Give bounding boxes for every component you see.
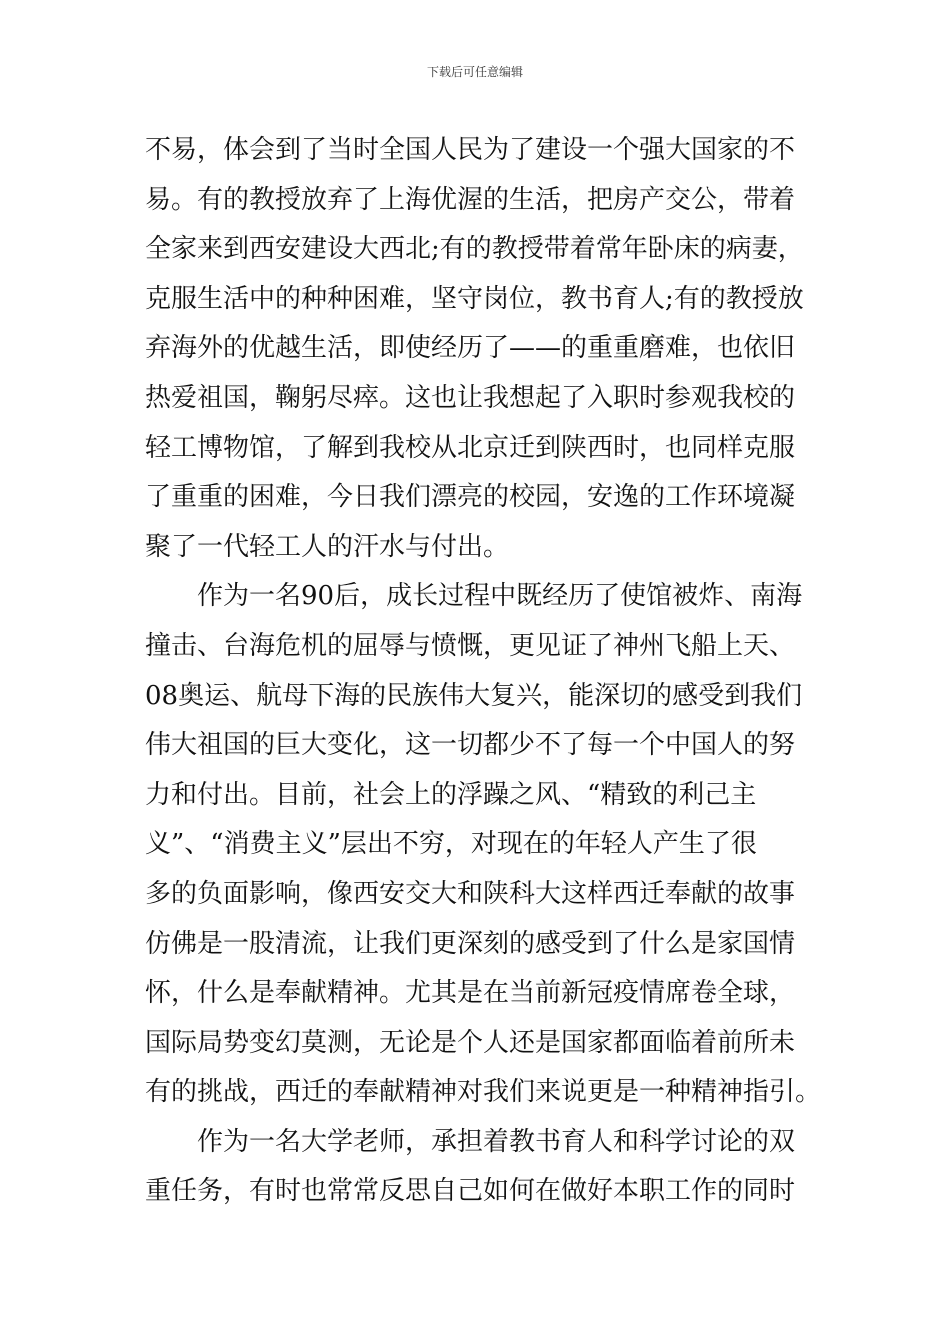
text-line: 国际局势变幻莫测，无论是个人还是国家都面临着前所未: [145, 1027, 796, 1058]
text-line: 全家来到西安建设大西北;有的教授带着常年卧床的病妻，: [145, 234, 804, 265]
text-line: 易。有的教授放弃了上海优渥的生活，把房产交公，带着: [145, 184, 796, 215]
text-line: 弃海外的优越生活，即使经历了——的重重磨难，也依旧: [145, 333, 796, 364]
text-line: 克服生活中的种种困难，坚守岗位，教书育人;有的教授放: [145, 283, 804, 314]
text-line: 08奥运、航母下海的民族伟大复兴，能深切的感受到我们: [145, 680, 803, 711]
text-line: 热爱祖国，鞠躬尽瘁。这也让我想起了入职时参观我校的: [145, 382, 796, 413]
text-line: 仿佛是一股清流，让我们更深刻的感受到了什么是家国情: [145, 928, 796, 959]
text-line: 聚了一代轻工人的汗水与付出。: [145, 531, 510, 562]
page-header: 下载后可任意编辑: [426, 65, 523, 79]
text-line: 怀，什么是奉献精神。尤其是在当前新冠疫情席卷全球，: [145, 978, 796, 1009]
text-line: 重任务，有时也常常反思自己如何在做好本职工作的同时: [145, 1176, 796, 1207]
text-line: 力和付出。目前，社会上的浮躁之风、“精致的利己主: [145, 779, 757, 810]
text-line: 义”、“消费主义”层出不穷，对现在的年轻人产生了很: [145, 829, 757, 860]
paragraph-start-line: 作为一名90后，成长过程中既经历了使馆被炸、南海: [197, 581, 803, 612]
paragraph-start-line: 作为一名大学老师，承担着教书育人和科学讨论的双: [197, 1126, 796, 1157]
text-line: 不易，体会到了当时全国人民为了建设一个强大国家的不: [145, 135, 796, 165]
text-line: 轻工博物馆，了解到我校从北京迁到陕西时，也同样克服: [145, 432, 796, 463]
text-line: 撞击、台海危机的屈辱与愤慨，更见证了神州飞船上天、: [145, 630, 796, 661]
text-line: 多的负面影响，像西安交大和陕科大这样西迁奉献的故事: [145, 878, 796, 909]
text-line: 伟大祖国的巨大变化，这一切都少不了每一个中国人的努: [145, 730, 796, 761]
text-line: 了重重的困难，今日我们漂亮的校园，安逸的工作环境凝: [145, 482, 796, 513]
text-line: 有的挑战，西迁的奉献精神对我们来说更是一种精神指引。: [145, 1077, 822, 1108]
document-body: [145, 126, 822, 1217]
